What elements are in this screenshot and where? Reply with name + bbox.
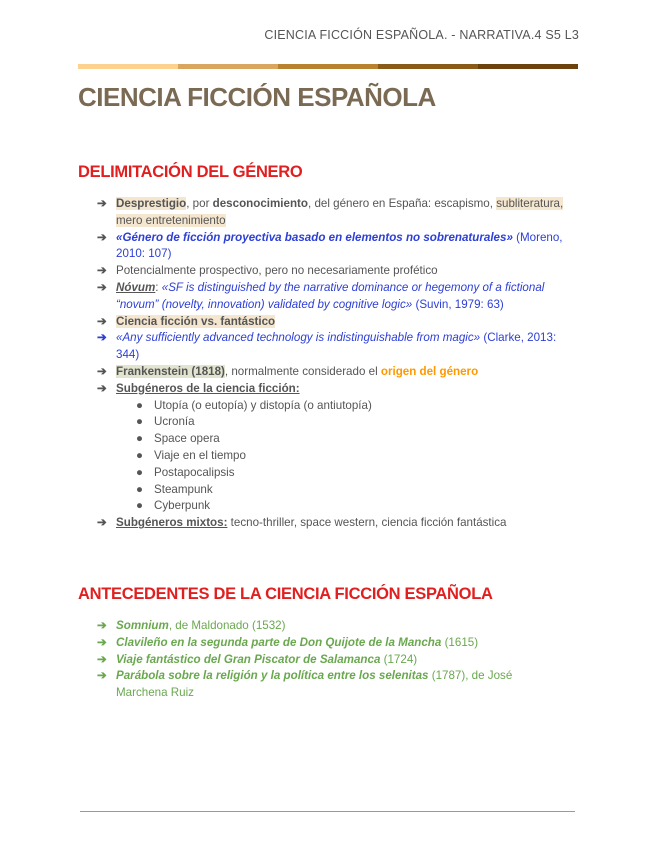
- bullet-icon: ●: [136, 415, 144, 429]
- bullet-icon: ●: [136, 465, 144, 479]
- list-item: [97, 618, 567, 635]
- text-span: «Género de ficción proyectiva basado en elementos no sobrenaturales»: [116, 230, 513, 244]
- text-span: (Clarke, 2013: 344): [116, 331, 557, 362]
- text-span: (Moreno, 2010: 107): [116, 230, 563, 261]
- text-span: Viaje fantástico del Gran Piscator de Salamanca: [116, 652, 381, 666]
- arrow-icon: ➔: [97, 314, 107, 328]
- bullet-icon: ●: [136, 448, 144, 462]
- color-bar: [78, 64, 578, 69]
- arrow-icon: ➔: [97, 197, 107, 210]
- list-item: [136, 398, 567, 415]
- list-item: [136, 414, 567, 431]
- color-bar-segment: [478, 64, 578, 69]
- arrow-icon: ➔: [97, 652, 107, 666]
- text-span: , normalmente considerado el: [224, 364, 381, 378]
- footer-divider: [80, 811, 575, 812]
- arrow-icon: ➔: [97, 381, 107, 395]
- list-item: [97, 330, 567, 364]
- text-span: Subgéneros de la ciencia ficción:: [116, 381, 300, 395]
- list-item: [97, 280, 567, 314]
- text-span: (Suvin, 1979: 63): [412, 297, 504, 311]
- list-item: [97, 364, 567, 381]
- text-span: Viaje en el tiempo: [154, 448, 246, 462]
- text-span: Frankenstein (1818): [116, 364, 225, 378]
- arrow-icon: ➔: [97, 230, 107, 244]
- text-span: Desprestigio: [116, 197, 187, 210]
- list-item: [97, 314, 567, 331]
- text-span: :: [155, 280, 162, 294]
- text-span: , por: [186, 197, 213, 210]
- list-item: [97, 263, 567, 280]
- text-span: origen del género: [380, 364, 479, 378]
- arrow-icon: ➔: [97, 364, 107, 378]
- arrow-icon: ➔: [97, 280, 107, 294]
- text-span: Nóvum: [116, 280, 156, 294]
- text-span: Steampunk: [154, 482, 213, 496]
- list-item: [136, 465, 567, 482]
- list-item: [97, 381, 567, 515]
- arrow-icon: ➔: [97, 669, 107, 683]
- color-bar-segment: [178, 64, 278, 69]
- bullet-icon: ●: [136, 482, 144, 496]
- color-bar-segment: [78, 64, 178, 69]
- list-item: [136, 498, 567, 515]
- list-item: [97, 635, 567, 652]
- text-span: (1787), de José Marchena Ruiz: [116, 669, 513, 700]
- arrow-icon: ➔: [97, 516, 107, 530]
- section-heading: DELIMITACIÓN DEL GÉNERO: [78, 163, 303, 181]
- document-title: CIENCIA FICCIÓN ESPAÑOLA: [78, 82, 436, 112]
- list-item: [97, 652, 567, 669]
- subgenre-list: [116, 398, 567, 516]
- text-span: , del género en España: escapismo,: [308, 197, 497, 210]
- bullet-icon: ●: [136, 398, 144, 412]
- list-item: [97, 196, 567, 230]
- text-span: «SF is distinguished by the narrative dominance or hegemony of a fictional “novum” (novelty, innovation) validated by cognitive logic»: [116, 280, 545, 311]
- text-span: Utopía (o eutopía) y distopía (o antiutopía): [154, 398, 372, 412]
- text-span: Ciencia ficción vs. fantástico: [116, 314, 276, 328]
- text-span: Potencialmente prospectivo, pero no necesariamente profético: [116, 264, 438, 278]
- list-item: [97, 515, 567, 532]
- section-heading: ANTECEDENTES DE LA CIENCIA FICCIÓN ESPAÑOLA: [78, 585, 493, 603]
- text-span: Subgéneros mixtos:: [116, 516, 228, 530]
- text-span: (1615): [441, 635, 479, 649]
- text-span: Clavileño en la segunda parte de Don Quijote de la Mancha: [116, 635, 442, 649]
- text-span: desconocimiento: [212, 197, 308, 210]
- bullet-icon: ●: [136, 499, 144, 513]
- color-bar-segment: [378, 64, 478, 69]
- bullet-icon: ●: [136, 432, 144, 446]
- arrow-icon: ➔: [97, 635, 107, 649]
- color-bar-segment: [278, 64, 378, 69]
- list-item: [97, 668, 567, 702]
- list-item: [136, 431, 567, 448]
- arrow-icon: ➔: [97, 331, 107, 345]
- list-item: [136, 482, 567, 499]
- text-span: tecno-thriller, space western, ciencia ficción fantástica: [227, 516, 507, 530]
- text-span: Postapocalipsis: [154, 465, 235, 479]
- text-span: Space opera: [154, 432, 220, 446]
- genre-list: [97, 196, 567, 532]
- list-item: [97, 230, 567, 264]
- text-span: Parábola sobre la religión y la política entre los selenitas: [116, 669, 429, 683]
- text-span: Cyberpunk: [154, 499, 211, 513]
- text-span: Somnium: [116, 619, 169, 632]
- text-span: Ucronía: [154, 415, 195, 429]
- list-item: [136, 448, 567, 465]
- text-span: (1724): [380, 652, 418, 666]
- page-header: CIENCIA FICCIÓN ESPAÑOLA. - NARRATIVA.4 S5 L3: [264, 28, 579, 42]
- text-span: subliteratura, mero entretenimiento: [116, 197, 564, 227]
- text-span: «Any sufficiently advanced technology is indistinguishable from magic»: [116, 331, 481, 345]
- arrow-icon: ➔: [97, 619, 107, 632]
- text-span: , de Maldonado (1532): [168, 619, 286, 632]
- antecedents-list: [97, 618, 567, 702]
- arrow-icon: ➔: [97, 264, 107, 278]
